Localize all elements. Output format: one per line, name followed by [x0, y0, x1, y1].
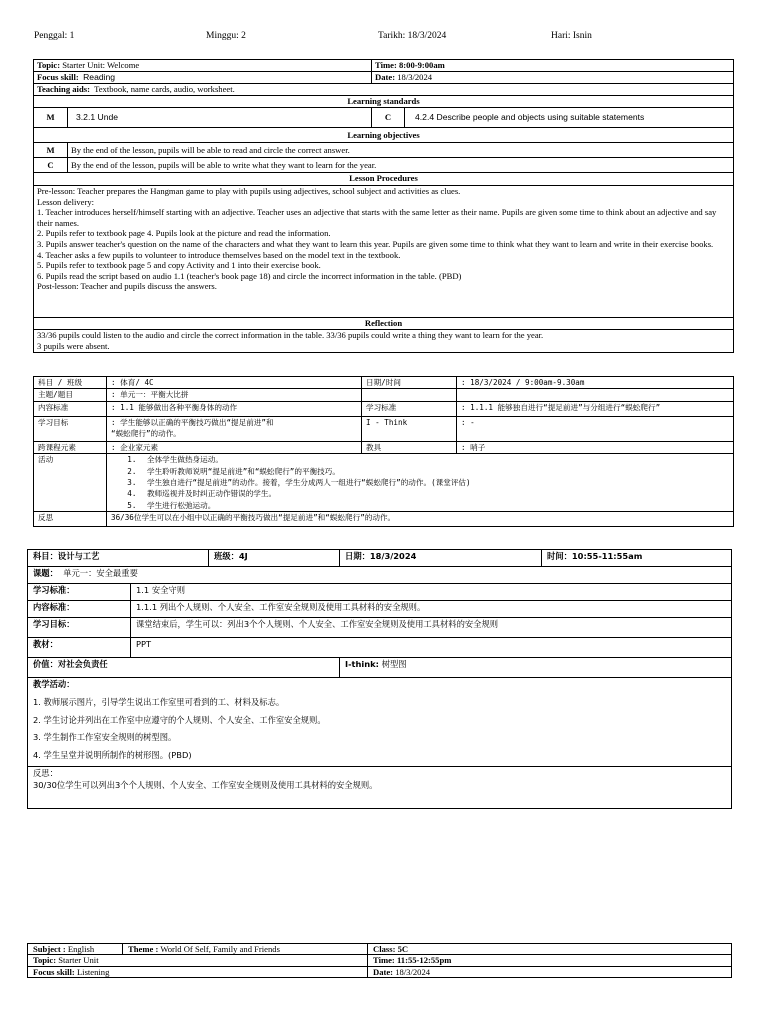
pe-objective-value: : 学生能够以正确的平衡技巧做出“提足前进”和 “蜈蚣爬行”的动作。: [107, 416, 362, 441]
objective-m-label: M: [34, 143, 68, 158]
pe-datetime-label: 日期/时间: [362, 377, 457, 389]
pe-ithink-label: I - Think: [362, 416, 457, 441]
dt-subject: 科目：设计与工艺: [28, 550, 209, 567]
dt-reflection: [28, 767, 732, 793]
dt-learning-std-value: 1.1 安全守则: [131, 584, 732, 601]
lesson-procedures-title: Lesson Procedures: [34, 173, 734, 186]
pe-activity-list: [107, 454, 734, 512]
dt-materials-label: 教材：: [28, 638, 131, 658]
english-lesson-plan: [33, 59, 734, 353]
date-cell: Date: 18/3/2024: [372, 72, 734, 84]
e2-time: Time: 11:55-12:55pm: [368, 955, 732, 966]
pe-objective-label: 学习目标: [34, 416, 107, 441]
e2-theme: Theme : World Of Self, Family and Friends: [123, 944, 368, 955]
e2-focus-skill: Focus skill: Listening: [28, 966, 368, 977]
standard-c-label: C: [372, 108, 405, 128]
standard-c-value: 4.2.4 Describe people and objects using suitable statements: [405, 108, 734, 128]
objective-m-value: By the end of the lesson, pupils will be able to read and circle the correct answer.: [68, 143, 734, 158]
dt-activity-item: 1. 教师展示图片，引导学生说出工作室里可看到的工、材料及标志。: [33, 697, 285, 707]
dt-content-label: 内容标准：: [28, 601, 131, 618]
pe-content-value: : 1.1 能够做出各种平衡身体的动作: [107, 401, 362, 416]
e2-topic: Topic: Starter Unit: [28, 955, 368, 966]
pe-activity-item: 1. 全体学生做热身运动。: [141, 454, 729, 465]
week-label: Minggu: 2: [206, 31, 246, 41]
dt-activity-item: 3. 学生制作工作室安全规则的树型图。: [33, 732, 177, 742]
standard-m-value: 3.2.1 Unde: [68, 108, 372, 128]
dt-reflection-value: 30/30位学生可以列出3个个人规则、个人安全、工作室安全规则及使用工具材料的安全规则。: [33, 779, 378, 790]
dt-reflection-label: 反思：: [33, 768, 58, 778]
pe-topic-label: 主题/题目: [34, 389, 107, 401]
reflection-title: Reflection: [34, 318, 734, 330]
dt-content-value: 1.1.1 列出个人规则、个人安全、工作室安全规则及使用工具材料的安全规则。: [131, 601, 732, 618]
dt-topic: 课题： 单元一：安全最重要: [28, 567, 732, 584]
date-label: Tarikh: 18/3/2024: [378, 31, 447, 41]
pe-datetime-value: : 18/3/2024 / 9:00am-9.30am: [457, 377, 734, 389]
pe-cross-label: 跨课程元素: [34, 441, 107, 453]
pe-reflection-label: 反思: [34, 512, 107, 527]
dt-class: 班级：4J: [209, 550, 340, 567]
time-cell: Time: 8:00-9:00am: [372, 60, 734, 72]
dt-objective-value: 课堂结束后，学生可以：列出3个个人规则、个人安全、工作室安全规则及使用工具材料的安全规则: [131, 618, 732, 638]
design-lesson-plan: [27, 549, 732, 809]
pe-activity-item: 5. 学生进行松弛运动。: [141, 500, 729, 511]
focus-skill-cell: Focus skill: Reading: [34, 72, 372, 84]
dt-ithink: I-think: 树型图: [340, 658, 732, 678]
learning-objectives-title: Learning objectives: [34, 128, 734, 143]
pe-aids-label: 教具: [362, 441, 457, 453]
dt-time: 时间：10:55-11:55am: [542, 550, 732, 567]
dt-activity-title: 教学活动：: [28, 678, 732, 695]
pe-activity-item: 2. 学生聆听教师说明“提足前进”和“蜈蚣爬行”的平衡技巧。: [141, 466, 729, 477]
reflection-body: 33/36 pupils could listen to the audio and circle the correct information in the table. 33/36 pupils could write a thing they want to learn for the year. 3 pupils were absent.: [34, 330, 734, 353]
pe-reflection-value: 36/36位学生可以在小组中以正确的平衡技巧做出“提足前进”和“蜈蚣爬行”的动作。: [107, 512, 734, 527]
objective-c-value: By the end of the lesson, pupils will be able to write what they want to learn for the year.: [68, 158, 734, 173]
pe-topic-value: : 单元一：平衡大比拼: [107, 389, 362, 401]
objective-c-label: C: [34, 158, 68, 173]
english-lesson-plan-2: [27, 943, 732, 978]
dt-objective-label: 学习目标：: [28, 618, 131, 638]
standard-m-label: M: [34, 108, 68, 128]
dt-date: 日期：18/3/2024: [340, 550, 542, 567]
pe-learning-std-label: 学习标准: [362, 401, 457, 416]
dt-activity-list: [28, 694, 732, 767]
pe-subject-value: : 体育/ 4C: [107, 377, 362, 389]
dt-activity-item: 2. 学生讨论并列出在工作室中应遵守的个人规则、个人安全、工作室安全规则。: [33, 714, 326, 725]
dt-values: 价值：对社会负责任: [28, 658, 340, 678]
lesson-procedures-body: Pre-lesson: Teacher prepares the Hangman game to play with pupils using adjectives, school subject and activities as clues. Lesson delivery: 1. Teacher introduces herself/himself starting with an adjective. Teacher uses an adjective that starts with the same letter as their name. Pupils are given some time to think about an adjective and say their names. 2. Pupils refer to textbook page 4. Pupils look at the picture and read the information. 3. Pupils answer teacher's question on the name of the characters and what they want to learn this year. Pupils are given some time to think what they want to learn and write in their exercise books. 4. Teacher asks a few pupils to volunteer to introduce themselves based on the model text in the textbook. 5. Pupils refer to textbook page 5 and copy Activity and 1 into their exercise book. 6. Pupils read the script based on audio 1.1 (teacher's book page 18) and circle the incorrect information in the table. (PBD) Post-lesson: Teacher and pupils discuss the answers.: [34, 186, 734, 318]
e2-class: Class: 5C: [368, 944, 732, 955]
day-label: Hari: Isnin: [551, 31, 592, 41]
e2-date: Date: 18/3/2024: [368, 966, 732, 977]
pe-aids-value: : 哨子: [457, 441, 734, 453]
pe-cross-value: : 企业家元素: [107, 441, 362, 453]
pe-ithink-value: : -: [457, 416, 734, 441]
teaching-aids-cell: Teaching aids: Textbook, name cards, audio, worksheet.: [34, 84, 734, 96]
pe-content-label: 内容标准: [34, 401, 107, 416]
dt-activity-item: 4. 学生呈堂并说明所制作的树形图。(PBD): [33, 749, 192, 760]
dt-materials-value: PPT: [131, 638, 732, 658]
pe-lesson-plan: [33, 376, 734, 527]
term-label: Penggal: 1: [34, 31, 75, 41]
pe-subject-label: 科目 / 班级: [34, 377, 107, 389]
topic-cell: Topic: Starter Unit: Welcome: [34, 60, 372, 72]
pe-learning-std-value: : 1.1.1 能够独自进行“提足前进”与分组进行“蜈蚣爬行”: [457, 401, 734, 416]
pe-activity-item: 4. 教师巡视并及时纠正动作错误的学生。: [141, 488, 729, 499]
pe-activity-label: 活动: [34, 454, 107, 512]
e2-subject: Subject : English: [28, 944, 123, 955]
pe-activity-item: 3. 学生独自进行“提足前进”的动作。接着，学生分成两人一组进行“蜈蚣爬行”的动作。(课堂评估): [141, 477, 729, 488]
page-header: [0, 31, 768, 45]
learning-standards-title: Learning standards: [34, 96, 734, 108]
dt-learning-std-label: 学习标准：: [28, 584, 131, 601]
